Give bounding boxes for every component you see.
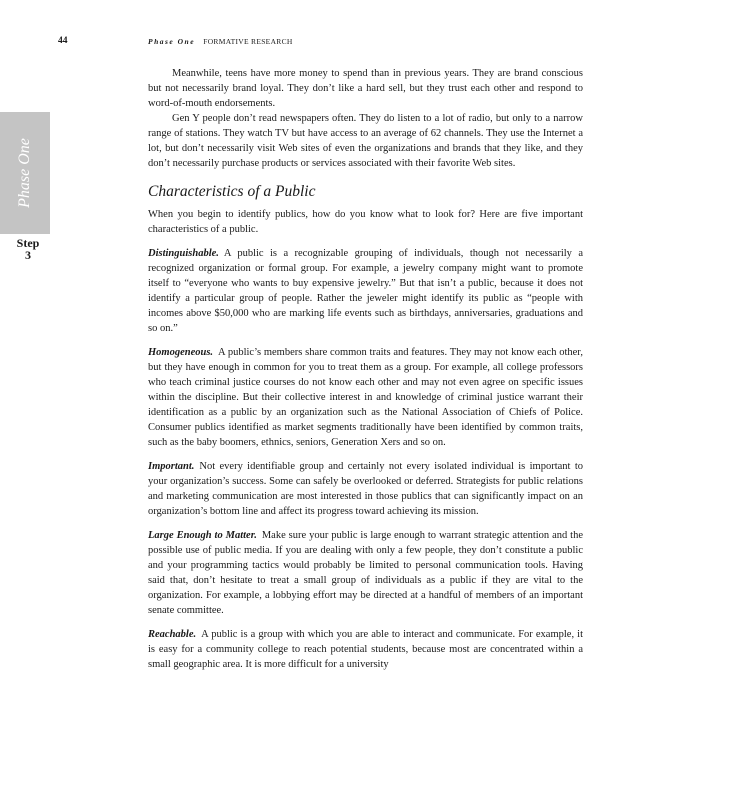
- characteristic-paragraph: [148, 627, 583, 672]
- page-number: 44: [58, 36, 68, 46]
- step-label: [6, 237, 50, 261]
- characteristic-paragraph: [148, 459, 583, 519]
- section-heading: Characteristics of a Public: [148, 183, 316, 200]
- characteristic-text: A public is a group with which you are able to interact and communicate. For example, it is easy for a community college to reach potential students, because most are concentrated within a small geographic area. It is more difficult for a university: [148, 629, 583, 670]
- running-header-section: FORMATIVE RESEARCH: [203, 37, 293, 46]
- side-tab: [0, 112, 50, 234]
- characteristic-text: A public is a recognizable grouping of individuals, though not necessarily a recognized organization or formal group. For example, a jewelry company might want to promote itself to “everyone who wants to buy expensive jewelry.” But that isn’t a public, because it does not identify a particular group of people. Rather the jeweler might identify its public as “people with incomes above $50,000 who are marking life events such as birthdays, anniversaries, graduations and so on.”: [148, 248, 583, 334]
- characteristic-text: A public’s members share common traits and features. They may not know each other, but they have enough in common for you to treat them as a group. For example, all college professors who teach criminal justice courses do not know each other and may not even agree on specific issues within the discipline. But their collective interest in and knowledge of criminal justice warrant their identification as a public by an organization such as the National Association of Chiefs of Police. Consumer publics identified as market segments traditionally have been identified by common traits, such as the baby boomers, ethnics, seniors, Generation Xers and so on.: [148, 347, 583, 448]
- characteristic-term: Homogeneous.: [148, 347, 214, 358]
- paragraph: Gen Y people don’t read newspapers often. They do listen to a lot of radio, but only to a narrow range of stations. They watch TV but have access to an average of 62 channels. They use the Internet a lot, but don’t necessarily visit Web sites of even the organizations and brands that they like, and they don’t necessarily purchase products or services associated with their favorite Web sites.: [148, 113, 583, 169]
- characteristic-term: Large Enough to Matter.: [148, 530, 257, 541]
- characteristic-term: Reachable.: [148, 629, 197, 640]
- body-text: [148, 66, 583, 672]
- characteristic-term: Important.: [148, 461, 195, 472]
- lead-paragraph: When you begin to identify publics, how do you know what to look for? Here are five important characteristics of a public.: [148, 209, 583, 235]
- paragraph: Meanwhile, teens have more money to spend than in previous years. They are brand conscious but not necessarily brand loyal. They don’t like a hard sell, but they trust each other and respond to word-of-mouth endorsements.: [148, 68, 583, 109]
- characteristic-text: Not every identifiable group and certainly not every isolated individual is important to your organization’s success. Some can safely be overlooked or deferred. Strategists for public relations and marketing communication are most interested in those publics that can significantly impact on an organization’s bottom line and affect its progress toward achieving its mission.: [148, 461, 583, 517]
- characteristic-paragraph: [148, 528, 583, 618]
- step-word: Step: [16, 236, 40, 250]
- characteristic-paragraph: [148, 246, 583, 336]
- characteristic-paragraph: [148, 345, 583, 450]
- characteristic-text: Make sure your public is large enough to warrant strategic attention and the possible use of public media. If you are dealing with only a few people, they don’t constitute a public and your programming tactics would probably be limited to personal communication tools. Having said that, don’t hesitate to treat a small group of individuals as a public if they are vital to the organization. For example, a lobbying effort may be directed at a handful of members of an important senate committee.: [148, 530, 583, 616]
- step-number: 3: [25, 248, 31, 262]
- running-header-phase: Phase One: [148, 37, 196, 46]
- running-header: [148, 37, 293, 46]
- side-tab-label: Phase One: [16, 138, 33, 208]
- characteristic-term: Distinguishable.: [148, 248, 219, 259]
